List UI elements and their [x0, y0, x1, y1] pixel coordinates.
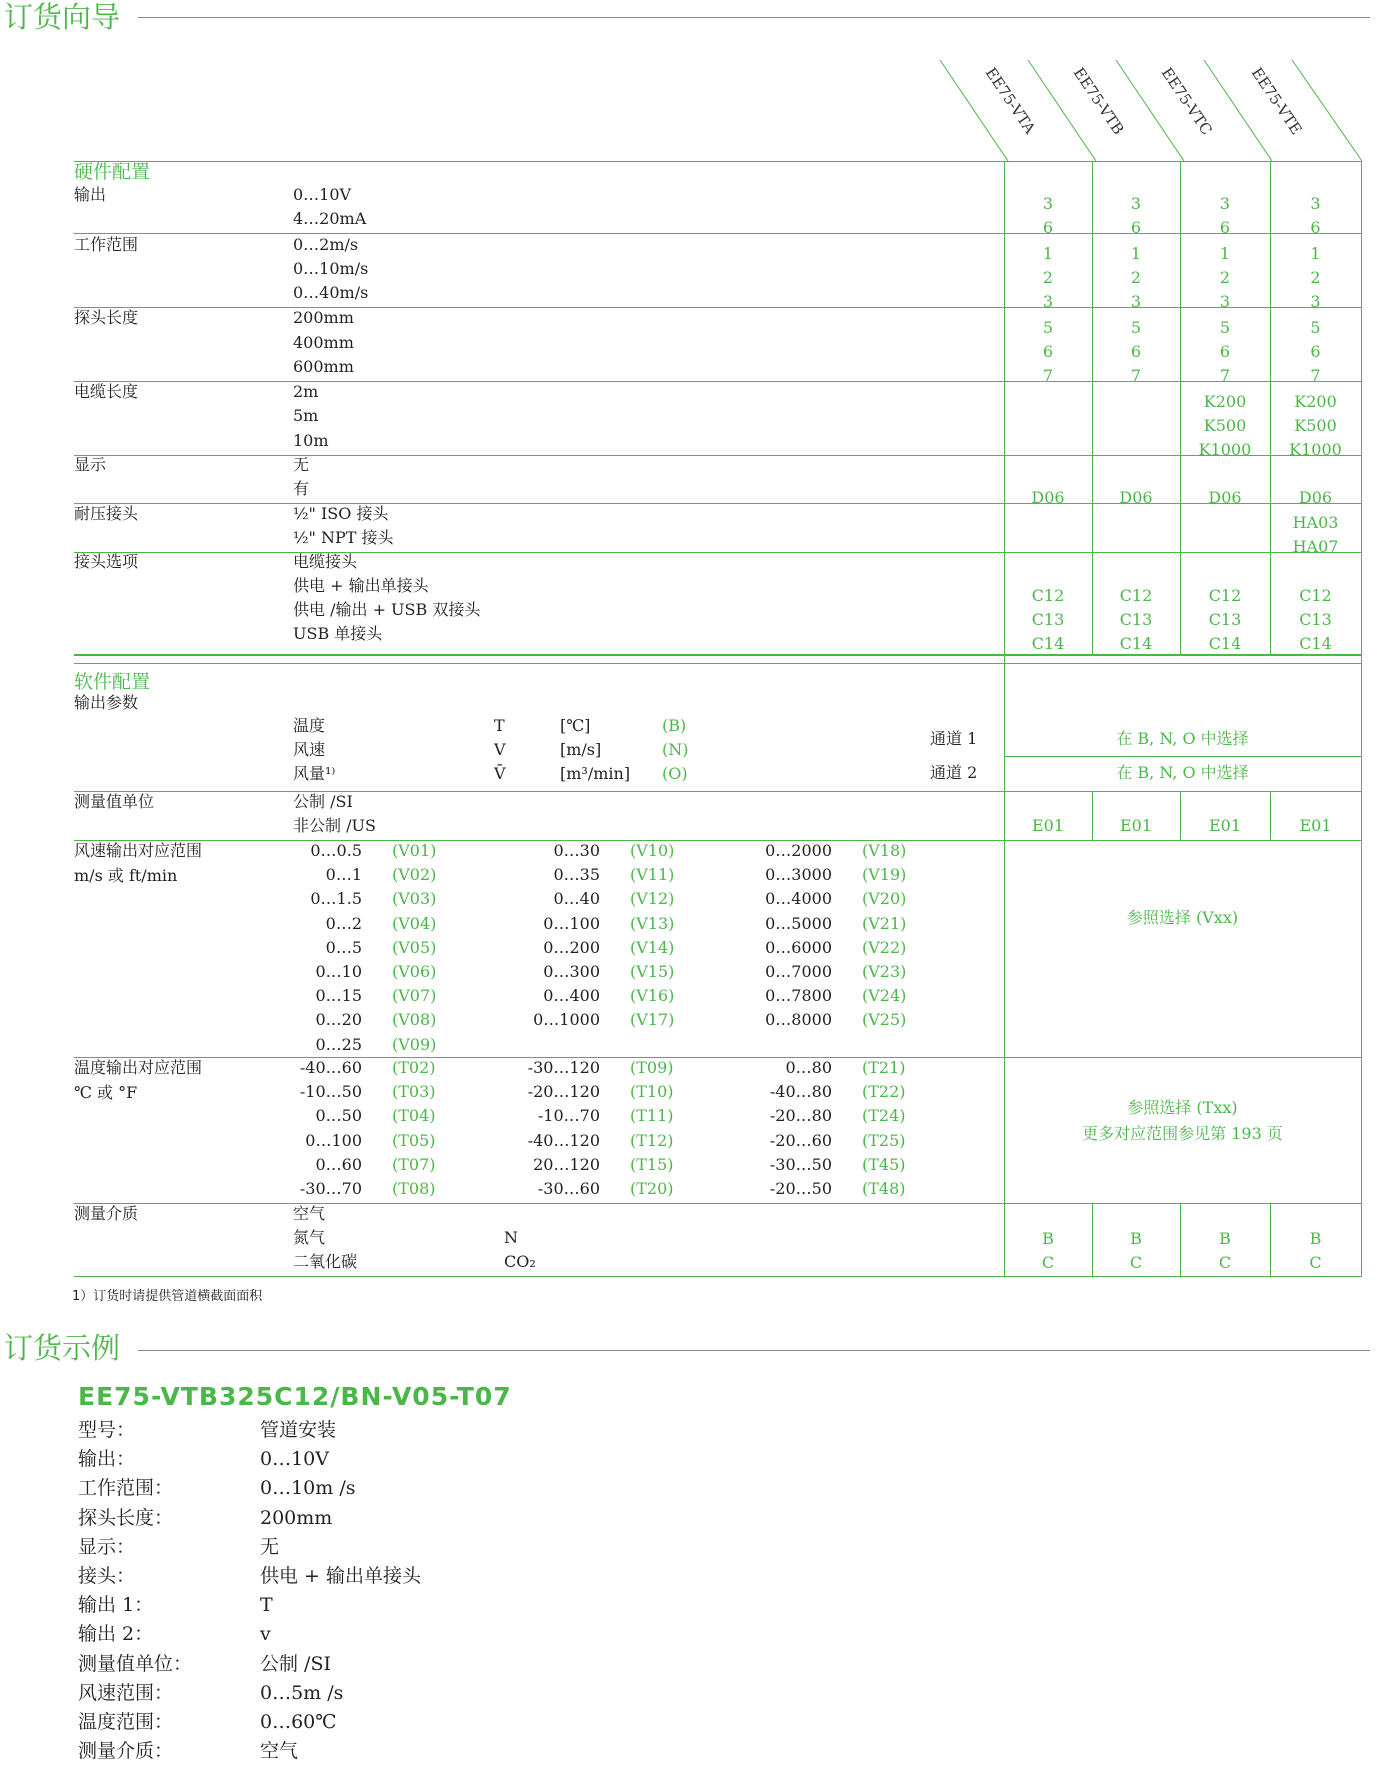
channel-2-label: 通道 2	[930, 763, 978, 782]
order-code: 5	[1219, 318, 1231, 337]
order-code: D06	[1031, 488, 1065, 507]
temperature-range-value: -40…60	[299, 1058, 362, 1077]
velocity-range-value: 0…1000	[533, 1010, 600, 1030]
param-name: 风速	[293, 740, 326, 759]
row-label-probe: 探头长度	[74, 308, 139, 327]
option: 公制 /SI	[293, 792, 353, 811]
order-code: C13	[1208, 610, 1242, 629]
velocity-range-value: 0…2000	[765, 841, 832, 860]
velocity-range-code: (V04)	[392, 913, 437, 933]
row-label-medium: 测量介质	[74, 1204, 139, 1223]
order-code: D06	[1119, 488, 1153, 507]
temperature-range-code: (T48)	[862, 1179, 906, 1198]
order-code: 2	[1219, 268, 1231, 287]
option: 供电 + 输出单接头	[293, 576, 429, 595]
example-field-label: 测量值单位：	[78, 1652, 193, 1675]
velocity-range-code: (V07)	[392, 986, 437, 1006]
option: 10m	[293, 431, 329, 450]
row-label-velocity-range: 风速输出对应范围	[74, 841, 203, 860]
software-config-title: 软件配置	[74, 671, 151, 693]
order-code: K500	[1294, 416, 1337, 435]
temperature-range-code: (T02)	[392, 1058, 436, 1077]
order-code: C	[1218, 1253, 1232, 1272]
example-field-label: 输出 2：	[78, 1623, 154, 1646]
model-label-vtb: EE75-VTB	[1069, 64, 1128, 138]
order-code: 5	[1310, 318, 1321, 337]
order-code: 1	[1310, 244, 1321, 263]
velocity-range-value: 0…25	[315, 1034, 362, 1054]
velocity-range-code: (V18)	[862, 841, 907, 860]
order-code: 1	[1042, 244, 1054, 263]
example-field-value: 无	[260, 1535, 280, 1558]
order-code: 7	[1130, 366, 1142, 385]
order-code: 5	[1042, 318, 1054, 337]
temperature-range-code: (T07)	[392, 1154, 436, 1174]
order-code: K1000	[1198, 440, 1252, 459]
example-field-label: 探头长度：	[78, 1506, 174, 1529]
temperature-unit: ℃ 或 °F	[74, 1083, 138, 1102]
example-field-label: 风速范围：	[78, 1681, 174, 1704]
velocity-range-value: 0…20	[315, 1010, 362, 1030]
example-field-label: 型号：	[78, 1419, 136, 1441]
param-name: 风量¹⁾	[293, 764, 336, 783]
param-unit: [℃]	[560, 716, 591, 735]
order-code: 1	[1130, 244, 1142, 263]
velocity-select-note: 参照选择 (Vxx)	[1126, 908, 1239, 927]
temperature-range-value: -20…120	[527, 1082, 600, 1102]
order-code: 3	[1042, 194, 1054, 213]
example-field-label: 输出 1：	[78, 1594, 154, 1617]
option: ½" ISO 接头	[293, 504, 389, 523]
order-code: 1	[1219, 244, 1231, 263]
velocity-range-value: 0…100	[543, 913, 600, 933]
option: 氮气	[293, 1228, 326, 1247]
option: 供电 /输出 + USB 双接头	[293, 600, 481, 619]
velocity-range-value: 0…2	[325, 913, 362, 933]
order-code: 3	[1219, 194, 1231, 213]
temperature-range-value: -40…80	[769, 1082, 832, 1102]
model-label-vta: EE75-VTA	[981, 64, 1040, 138]
option: 非公制 /US	[293, 816, 376, 835]
temperature-range-code: (T04)	[392, 1106, 436, 1126]
order-code: C13	[1299, 610, 1332, 629]
order-code: 6	[1310, 218, 1321, 237]
temperature-range-value: -30…120	[527, 1058, 600, 1077]
row-label-temperature-range: 温度输出对应范围	[74, 1058, 203, 1077]
velocity-range-value: 0…15	[315, 986, 362, 1006]
example-field-value: 0…5m /s	[260, 1681, 344, 1704]
velocity-range-value: 0…35	[553, 865, 600, 885]
row-label-range: 工作范围	[74, 235, 139, 254]
option: 0…40m/s	[293, 283, 369, 302]
model-label-vte: EE75-VTE	[1247, 64, 1306, 138]
order-code: 7	[1219, 366, 1231, 385]
order-code: D06	[1208, 488, 1242, 507]
velocity-range-code: (V17)	[630, 1010, 675, 1030]
temperature-range-code: (T22)	[862, 1082, 906, 1102]
example-field-value: T	[260, 1594, 273, 1617]
velocity-range-value: 0…7800	[765, 986, 832, 1006]
order-code: K1000	[1289, 440, 1342, 459]
velocity-range-code: (V23)	[862, 962, 907, 981]
row-label-connector: 接头选项	[74, 552, 139, 571]
model-header	[0, 0, 1382, 170]
row-label-output-params: 输出参数	[74, 693, 139, 712]
temperature-range-code: (T03)	[392, 1082, 436, 1102]
temperature-range-code: (T20)	[630, 1179, 674, 1198]
velocity-range-code: (V03)	[392, 889, 437, 909]
option: 电缆接头	[293, 552, 358, 571]
velocity-range-value: 0…5	[325, 937, 362, 957]
order-code: B	[1309, 1229, 1322, 1248]
order-code: B	[1042, 1229, 1054, 1248]
order-code: B	[1130, 1229, 1142, 1248]
velocity-range-code: (V19)	[862, 865, 907, 885]
order-code: HA03	[1292, 513, 1339, 532]
order-code: C12	[1208, 586, 1242, 605]
order-code: 5	[1130, 318, 1142, 337]
param-unit: [m³/min]	[560, 764, 631, 783]
option: 0…2m/s	[293, 235, 359, 254]
velocity-range-code: (V11)	[630, 865, 675, 885]
example-field-label: 测量介质：	[78, 1740, 174, 1763]
option: 2m	[293, 382, 319, 401]
example-field-value: 管道安装	[260, 1419, 337, 1441]
order-code: C12	[1031, 586, 1065, 605]
temperature-range-value: -30…70	[299, 1179, 362, 1198]
velocity-range-code: (V16)	[630, 986, 675, 1006]
order-code: HA07	[1292, 537, 1339, 556]
option: 5m	[293, 406, 319, 425]
temperature-range-value: 0…60	[315, 1154, 362, 1174]
channel-2-choice: 在 B, N, O 中选择	[1116, 763, 1249, 782]
velocity-range-value: 0…5000	[765, 913, 832, 933]
temperature-range-value: -20…50	[769, 1179, 832, 1198]
velocity-range-value: 0…1.5	[310, 889, 362, 909]
order-code: 2	[1310, 268, 1321, 287]
param-code: (N)	[662, 740, 689, 759]
velocity-range-value: 0…400	[543, 986, 600, 1006]
option: 0…10V	[293, 185, 352, 204]
velocity-range-value: 0…4000	[765, 889, 832, 909]
order-code: 6	[1130, 342, 1142, 361]
option: 4…20mA	[293, 209, 367, 228]
param-symbol: V̄	[494, 764, 506, 783]
unit-code: E01	[1119, 816, 1153, 835]
row-label-cable: 电缆长度	[74, 382, 139, 401]
order-code: C13	[1119, 610, 1153, 629]
velocity-range-code: (V02)	[392, 865, 437, 885]
example-field-value: 供电 + 输出单接头	[260, 1565, 421, 1587]
velocity-range-value: 0…0.5	[310, 841, 362, 860]
row-label-display: 显示	[74, 455, 107, 474]
order-code: 3	[1310, 194, 1321, 213]
medium-symbol: N	[504, 1228, 518, 1247]
section-title-order-example: 订货示例	[4, 1331, 121, 1365]
temperature-range-value: -10…70	[537, 1106, 600, 1126]
velocity-range-code: (V09)	[392, 1034, 437, 1054]
order-code: K200	[1294, 392, 1337, 411]
velocity-range-value: 0…8000	[765, 1010, 832, 1030]
velocity-range-code: (V14)	[630, 937, 675, 957]
temperature-range-value: -30…50	[769, 1154, 832, 1174]
order-code: 3	[1219, 292, 1231, 311]
temperature-range-code: (T24)	[862, 1106, 906, 1126]
order-code: 3	[1310, 292, 1321, 311]
temperature-range-value: -20…60	[769, 1130, 832, 1150]
example-field-value: v	[260, 1623, 271, 1646]
temperature-range-value: -20…80	[769, 1106, 832, 1126]
velocity-range-code: (V24)	[862, 986, 907, 1006]
velocity-range-value: 0…40	[553, 889, 600, 909]
order-code: C13	[1031, 610, 1065, 629]
temperature-range-value: -10…50	[299, 1082, 362, 1102]
velocity-range-value: 0…10	[315, 962, 362, 981]
order-code: 6	[1042, 218, 1054, 237]
velocity-unit: m/s 或 ft/min	[74, 866, 178, 885]
unit-code: E01	[1299, 816, 1332, 835]
option: 空气	[293, 1204, 326, 1223]
medium-symbol: CO₂	[504, 1252, 536, 1271]
option: 有	[293, 479, 310, 498]
order-code: 6	[1219, 342, 1231, 361]
order-code: C14	[1031, 634, 1065, 653]
example-field-value: 200mm	[260, 1506, 333, 1529]
velocity-range-code: (V06)	[392, 962, 437, 981]
order-code: C12	[1119, 586, 1153, 605]
option: 600mm	[293, 357, 354, 376]
example-field-value: 公制 /SI	[260, 1652, 331, 1675]
param-symbol: V	[494, 740, 506, 759]
example-field-value: 空气	[260, 1740, 299, 1763]
order-code: 6	[1042, 342, 1054, 361]
velocity-range-value: 0…300	[543, 962, 600, 981]
temperature-more-note: 更多对应范围参见第 193 页	[1082, 1124, 1283, 1143]
section-title-order-guide: 订货向导	[4, 0, 121, 34]
param-symbol: T	[494, 716, 505, 735]
example-field-value: 0…60℃	[260, 1711, 337, 1733]
param-code: (B)	[662, 716, 687, 735]
order-code: C	[1041, 1253, 1055, 1272]
temperature-range-code: (T15)	[630, 1154, 674, 1174]
example-field-label: 工作范围：	[78, 1477, 174, 1500]
temperature-range-value: 0…80	[785, 1058, 832, 1077]
velocity-range-value: 0…7000	[765, 962, 832, 981]
order-code: C14	[1119, 634, 1153, 653]
order-code: C14	[1208, 634, 1242, 653]
temperature-range-value: 0…50	[315, 1106, 362, 1126]
order-code: 3	[1042, 292, 1054, 311]
temperature-range-code: (T08)	[392, 1179, 436, 1198]
example-order-code: EE75-VTB325C12/BN-V05-T07	[78, 1382, 512, 1411]
temperature-select-note: 参照选择 (Txx)	[1127, 1098, 1238, 1117]
temperature-range-code: (T25)	[862, 1130, 906, 1150]
example-field-label: 接头：	[78, 1565, 136, 1587]
order-code: B	[1219, 1229, 1231, 1248]
order-code: K500	[1203, 416, 1247, 435]
option: USB 单接头	[293, 624, 383, 643]
velocity-range-code: (V25)	[862, 1010, 907, 1030]
order-code: C14	[1299, 634, 1332, 653]
param-unit: [m/s]	[560, 740, 602, 759]
velocity-range-code: (V20)	[862, 889, 907, 909]
row-label-output: 输出	[74, 185, 107, 204]
channel-1-label: 通道 1	[930, 729, 978, 748]
velocity-range-code: (V10)	[630, 841, 675, 860]
option: ½" NPT 接头	[293, 528, 394, 547]
velocity-range-code: (V01)	[392, 841, 437, 860]
option: 无	[293, 455, 310, 474]
order-code: 6	[1310, 342, 1321, 361]
temperature-range-code: (T11)	[630, 1106, 674, 1126]
order-code: 7	[1310, 366, 1321, 385]
option: 0…10m/s	[293, 259, 369, 278]
order-code: 2	[1042, 268, 1054, 287]
footnote: 1）订货时请提供管道横截面面积	[72, 1289, 263, 1304]
unit-code: E01	[1208, 816, 1242, 835]
order-code: K200	[1203, 392, 1247, 411]
row-label-unit: 测量值单位	[74, 792, 155, 811]
model-label-vtc: EE75-VTC	[1157, 64, 1216, 139]
order-code: C	[1129, 1253, 1143, 1272]
hardware-config-title: 硬件配置	[74, 161, 151, 183]
order-code: C	[1309, 1253, 1322, 1272]
order-code: D06	[1298, 488, 1333, 507]
velocity-range-value: 0…3000	[765, 865, 832, 885]
temperature-range-value: 20…120	[533, 1154, 600, 1174]
option: 200mm	[293, 308, 354, 327]
velocity-range-code: (V21)	[862, 913, 907, 933]
temperature-range-code: (T05)	[392, 1130, 436, 1150]
order-code: 3	[1130, 292, 1142, 311]
example-field-value: 0…10V	[260, 1448, 329, 1471]
order-code: 2	[1130, 268, 1142, 287]
example-field-label: 温度范围：	[78, 1711, 174, 1733]
temperature-range-code: (T12)	[630, 1130, 674, 1150]
temperature-range-code: (T09)	[630, 1058, 674, 1077]
velocity-range-code: (V22)	[862, 937, 907, 957]
velocity-range-value: 0…200	[543, 937, 600, 957]
temperature-range-value: 0…100	[305, 1130, 362, 1150]
velocity-range-code: (V15)	[630, 962, 675, 981]
unit-code: E01	[1031, 816, 1065, 835]
temperature-range-value: -30…60	[537, 1179, 600, 1198]
row-label-pressure: 耐压接头	[74, 504, 139, 523]
order-code: 6	[1130, 218, 1142, 237]
order-code: 7	[1042, 366, 1054, 385]
order-code: 6	[1219, 218, 1231, 237]
example-field-value: 0…10m /s	[260, 1477, 356, 1500]
temperature-range-code: (T21)	[862, 1058, 906, 1077]
order-code: C12	[1299, 586, 1332, 605]
temperature-range-code: (T45)	[862, 1154, 906, 1174]
velocity-range-value: 0…1	[325, 865, 362, 885]
option: 二氧化碳	[293, 1252, 358, 1271]
temperature-range-value: -40…120	[527, 1130, 600, 1150]
velocity-range-code: (V12)	[630, 889, 675, 909]
option: 400mm	[293, 333, 354, 352]
temperature-range-code: (T10)	[630, 1082, 674, 1102]
section-rule	[138, 1350, 1370, 1351]
order-code: 3	[1130, 194, 1142, 213]
velocity-range-code: (V08)	[392, 1010, 437, 1030]
param-name: 温度	[293, 716, 326, 735]
velocity-range-value: 0…6000	[765, 937, 832, 957]
velocity-range-value: 0…30	[553, 841, 600, 860]
param-code: (O)	[662, 764, 688, 783]
velocity-range-code: (V05)	[392, 937, 437, 957]
velocity-range-code: (V13)	[630, 913, 675, 933]
example-field-label: 输出：	[78, 1448, 136, 1471]
example-field-label: 显示：	[78, 1535, 136, 1558]
channel-1-choice: 在 B, N, O 中选择	[1116, 729, 1249, 748]
